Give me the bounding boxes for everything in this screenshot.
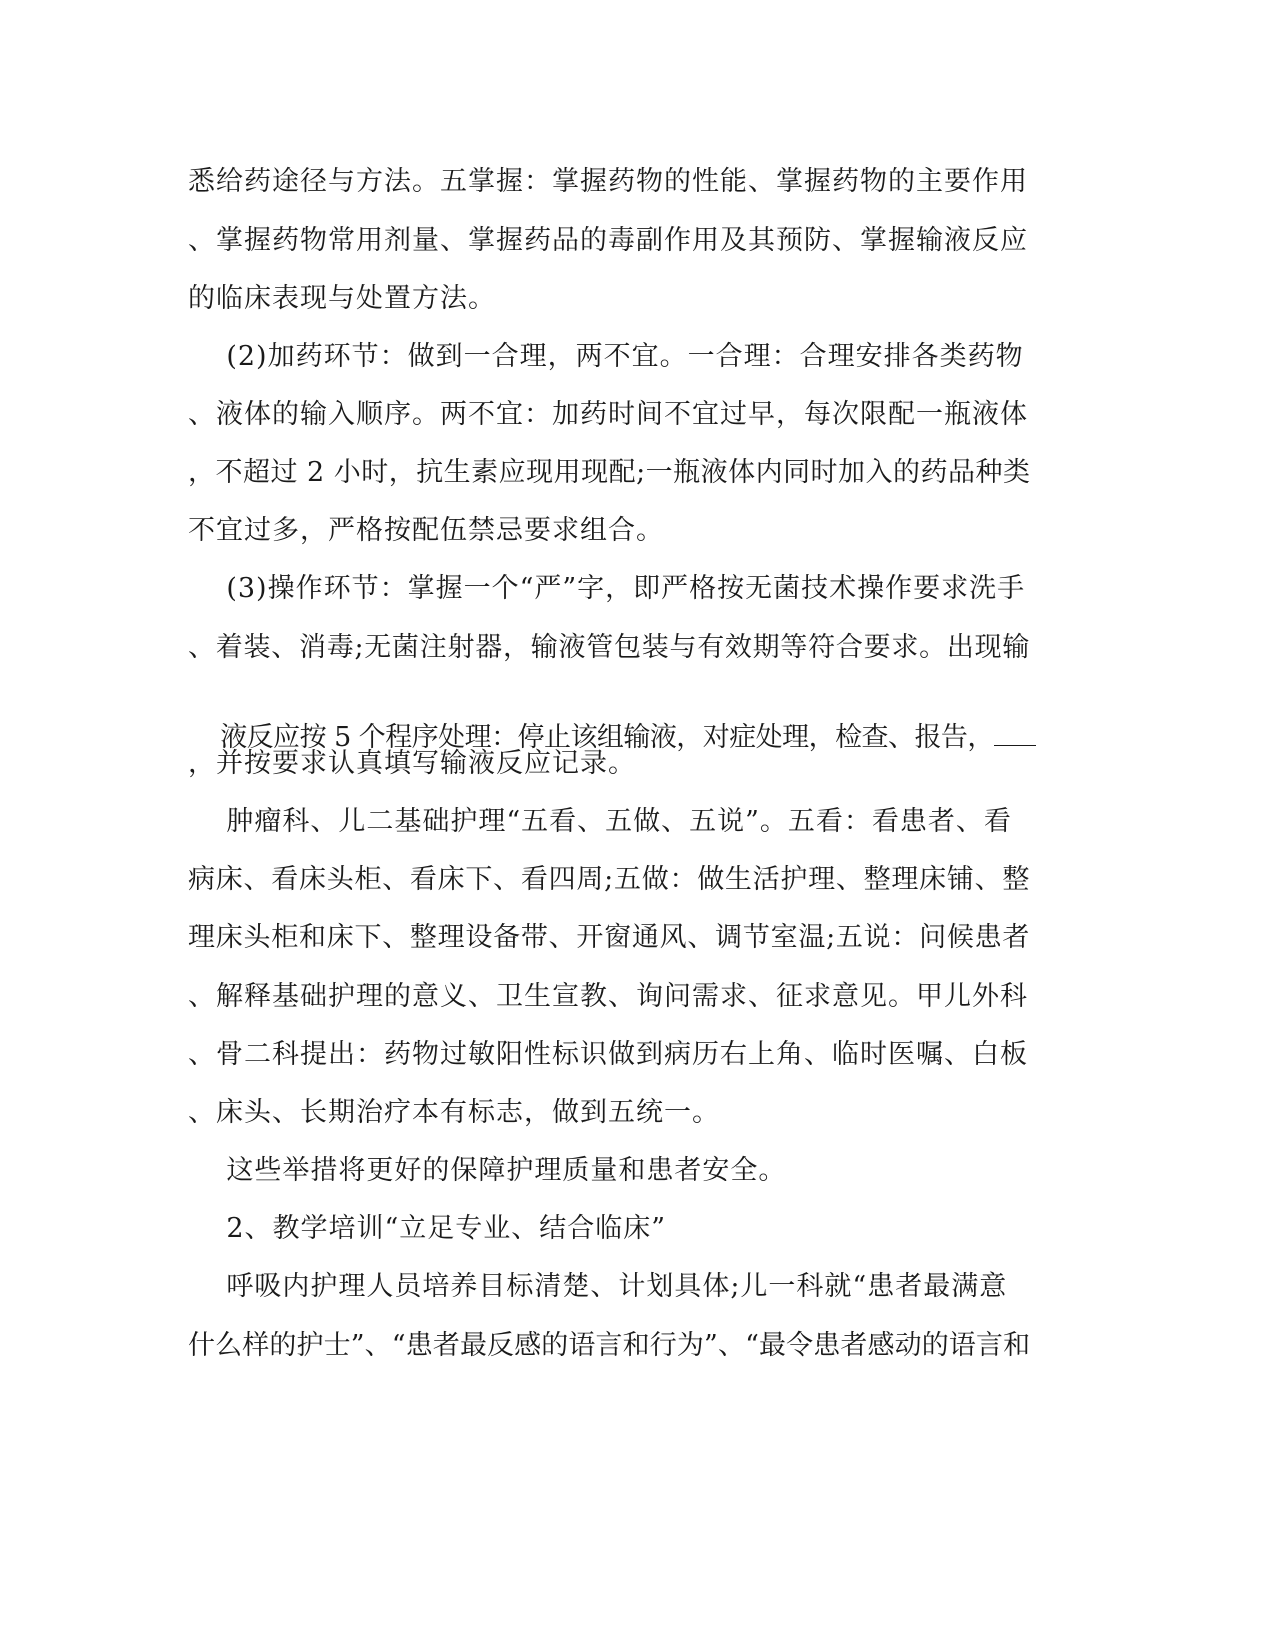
text-segment: 液反应按 5 个程序处理：停止该组输液，对症处理，检查、报告， [220, 722, 994, 753]
text-line: 不宜过多，严格按配伍禁忌要求组合。 [188, 515, 664, 546]
text-line: 悉给药途径与方法。五掌握：掌握药物的性能、掌握药物的主要作用 [188, 166, 1028, 197]
text-line: (2)加药环节：做到一合理，两不宜。一合理：合理安排各类药物 [188, 341, 1024, 372]
text-line: 什么样的护士”、“患者最反感的语言和行为”、“最令患者感动的语言和 [188, 1330, 1031, 1361]
text-line: 、床头、长期治疗本有标志，做到五统一。 [188, 1097, 720, 1128]
text-line: 理床头柜和床下、整理设备带、开窗通风、调节室温;五说：问候患者 [188, 922, 1031, 953]
text-line: 的临床表现与处置方法。 [188, 283, 496, 314]
text-line: ，并按要求认真填写输液反应记录。 [188, 748, 636, 779]
text-line: 病床、看床头柜、看床下、看四周;五做：做生活护理、整理床铺、整 [188, 864, 1031, 895]
text-line: ，不超过 2 小时，抗生素应现用现配;一瓶液体内同时加入的药品种类 [188, 457, 1031, 488]
text-line: 这些举措将更好的保障护理质量和患者安全。 [188, 1155, 787, 1186]
section-heading: 2、教学培训“立足专业、结合临床” [188, 1213, 667, 1244]
text-line: 、液体的输入顺序。两不宜：加药时间不宜过早，每次限配一瓶液体 [188, 399, 1028, 430]
text-line: 、骨二科提出：药物过敏阳性标识做到病历右上角、临时医嘱、白板 [188, 1039, 1028, 1070]
text-line: 、着装、消毒;无菌注射器，输液管包装与有效期等符合要求。出现输 [188, 632, 1031, 663]
fill-in-blank [994, 723, 1036, 746]
text-line: 呼吸内护理人员培养目标清楚、计划具体;儿一科就“患者最满意 [188, 1271, 1008, 1302]
text-line: (3)操作环节：掌握一个“严”字，即严格按无菌技术操作要求洗手 [188, 573, 1026, 604]
text-line: 、解释基础护理的意义、卫生宣教、询问需求、征求意见。甲儿外科 [188, 981, 1028, 1012]
text-line: 、掌握药物常用剂量、掌握药品的毒副作用及其预防、掌握输液反应 [188, 225, 1028, 256]
text-line: 肿瘤科、儿二基础护理“五看、五做、五说”。五看：看患者、看 [188, 806, 1012, 837]
